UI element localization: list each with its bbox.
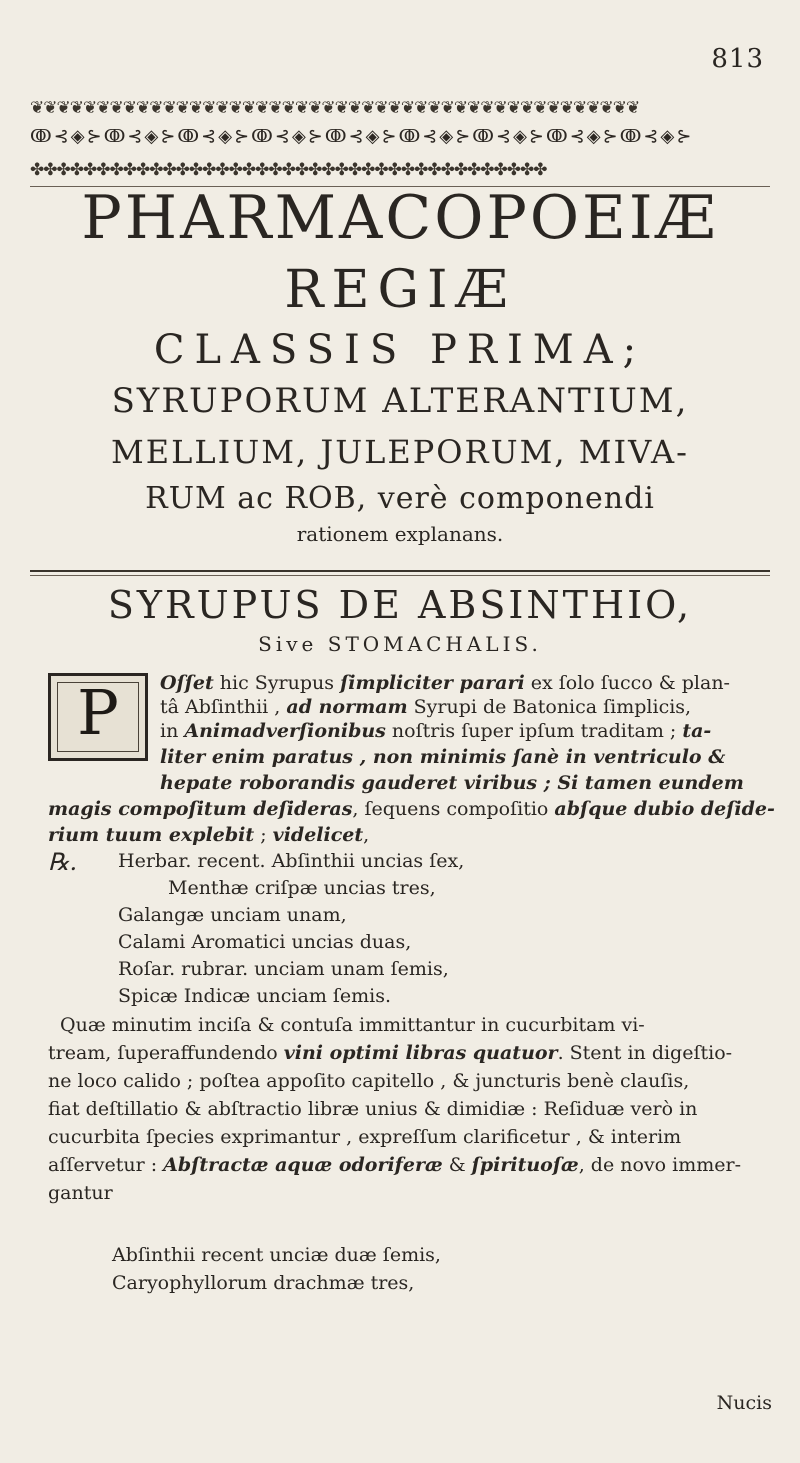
text-run: Animadverſionibus — [184, 720, 386, 742]
text-run: noſtris ſuper ipſum traditam ; — [385, 720, 683, 742]
text-run: tream, ſuperaffundendo — [48, 1042, 284, 1064]
section-heading: SYRUPUS DE ABSINTHIO, — [107, 583, 693, 627]
decorated-initial-letter: P — [77, 676, 119, 749]
title-classis-prima: CLASSIS PRIMA; — [153, 327, 647, 373]
section-rule-thin — [30, 575, 770, 576]
recipe-symbol: ℞. — [48, 848, 78, 876]
ornament-band-bottom: ✤✤✤✤✤✤✤✤✤✤✤✤✤✤✤✤✤✤✤✤✤✤✤✤✤✤✤✤✤✤✤✤✤✤✤✤✤✤✤ — [30, 160, 770, 187]
text-run: fiat deſtillatio & abſtractio libræ unius & dimidiæ : Reſiduæ verò in — [48, 1098, 698, 1120]
text-run: tâ Abſinthii , — [160, 696, 287, 718]
title-rationem: rationem explanans. — [296, 522, 504, 546]
text-run: ta- — [682, 720, 712, 742]
recipe-item: Spicæ Indicæ unciam ſemis. — [118, 985, 392, 1007]
title-syruporum: SYRUPORUM ALTERANTIUM, — [111, 381, 689, 421]
text-run: hic Syrupus — [213, 672, 341, 694]
text-run: ſimpliciter parari — [340, 672, 525, 694]
text-run: vini optimi libras quatuor — [283, 1042, 558, 1064]
catchword: Nucis — [716, 1392, 772, 1414]
title-mellium: MELLIUM, JULEPORUM, MIVA- — [111, 433, 689, 471]
text-line — [160, 744, 725, 770]
text-run: cucurbita ſpecies exprimantur , expreſſum clarificetur , & interim — [48, 1126, 682, 1148]
recipe-item: Menthæ criſpæ uncias tres, — [168, 877, 436, 899]
text-line — [48, 1124, 681, 1150]
text-line — [160, 718, 711, 744]
text-run: Oſſet — [160, 672, 214, 694]
title-regiae: REGIÆ — [284, 260, 516, 320]
text-run: ; — [254, 824, 273, 846]
text-run: ſpirituoſæ — [471, 1154, 579, 1176]
decorated-initial — [48, 673, 148, 761]
text-run: , de novo immer- — [578, 1154, 741, 1176]
text-run: , — [363, 824, 370, 846]
ornament-band-top: ❦❦❦❦❦❦❦❦❦❦❦❦❦❦❦❦❦❦❦❦❦❦❦❦❦❦❦❦❦❦❦❦❦❦❦❦❦❦❦❦❦❦❦❦❦❦ — [30, 98, 640, 118]
text-run: ex ſolo ſucco & plan- — [524, 672, 730, 694]
text-run: , ſequens compoſitio — [352, 798, 555, 820]
page-number: 813 — [711, 44, 764, 74]
text-line — [48, 1180, 113, 1206]
section-rule — [30, 570, 770, 572]
text-run: hepate roborandis gauderet viribus ; Si tamen eundem — [160, 772, 744, 794]
text-line — [48, 1096, 697, 1122]
text-line — [48, 1068, 689, 1094]
recipe-item: Caryophyllorum drachmæ tres, — [112, 1272, 415, 1294]
text-run: abſque dubio deſide- — [554, 798, 775, 820]
ornament-band-middle: ↂ⊰◈⊱ↂ⊰◈⊱ↂ⊰◈⊱ↂ⊰◈⊱ↂ⊰◈⊱ↂ⊰◈⊱ↂ⊰◈⊱ↂ⊰◈⊱ↂ⊰◈⊱ — [30, 126, 694, 147]
text-line — [48, 796, 775, 822]
text-run: rium tuum explebit — [48, 824, 255, 846]
text-run: magis compoſitum deſideras — [48, 798, 353, 820]
text-line — [48, 1040, 732, 1066]
text-line — [48, 1152, 741, 1178]
text-run: videlicet — [272, 824, 364, 846]
recipe-item: Calami Aromatici uncias duas, — [118, 931, 412, 953]
title-rum-ac-rob: RUM ac ROB, verè componendi — [145, 481, 655, 516]
title-pharmacopoeiae: PHARMACOPOEIÆ — [81, 183, 719, 253]
text-run: Abſtractæ aquæ odoriferæ — [163, 1154, 443, 1176]
text-line — [160, 670, 730, 696]
text-run: . Stent in digeſtio- — [557, 1042, 733, 1064]
recipe-item: Roſar. rubrar. unciam unam ſemis, — [118, 958, 449, 980]
text-line — [60, 1012, 645, 1038]
text-line — [160, 694, 691, 720]
text-run: ne loco calido ; poſtea appoſito capitello , & juncturis benè clauſis, — [48, 1070, 690, 1092]
recipe-item: Abſinthii recent unciæ duæ ſemis, — [112, 1244, 441, 1266]
section-subheading: Sive STOMACHALIS. — [258, 632, 542, 656]
text-run: liter enim paratus , non minimis ſanè in ventriculo & — [160, 746, 726, 768]
text-run: gantur — [48, 1182, 113, 1204]
recipe-item: Herbar. recent. Abſinthii uncias ſex, — [118, 850, 465, 872]
text-line — [160, 770, 744, 796]
text-run: Syrupi de Batonica ſimplicis, — [407, 696, 692, 718]
text-run: ad normam — [286, 696, 408, 718]
text-run: Quæ minutim inciſa & contuſa immittantur in cucurbitam vi- — [60, 1014, 645, 1036]
recipe-item: Galangæ unciam unam, — [118, 904, 347, 926]
text-run: & — [442, 1154, 472, 1176]
text-run: in — [160, 720, 185, 742]
text-line — [48, 822, 369, 848]
text-run: aſſervetur : — [48, 1154, 164, 1176]
